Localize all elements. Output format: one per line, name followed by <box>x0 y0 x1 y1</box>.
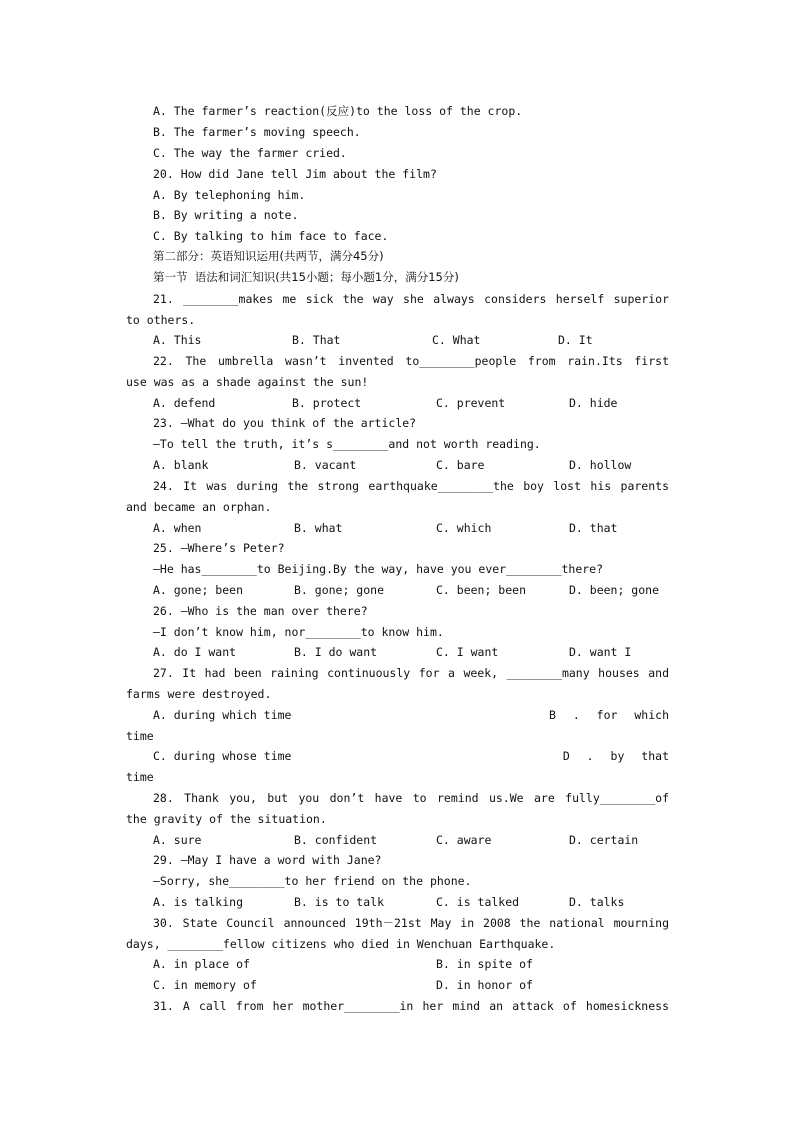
q25-option-b: B. gone; gone <box>294 583 385 597</box>
q28-option-c: C. aware <box>436 833 492 847</box>
q19-option-a: A. The farmer’s reaction(反应)to the loss of the crop. <box>153 104 523 118</box>
q26-options <box>153 642 669 662</box>
q22-option-a: A. defend <box>153 396 216 410</box>
part2-heading: 第二部分：英语知识运用(共两节，满分45分) <box>153 249 384 263</box>
q30-option-b: B. in spite of <box>436 957 533 971</box>
q26-option-c: C. I want <box>436 645 499 659</box>
q21-option-a: A. This <box>153 333 202 347</box>
q24-option-c: C. which <box>436 521 492 535</box>
q25-option-d: D. been; gone <box>569 583 660 597</box>
q27-option-d: D . by that <box>562 749 669 763</box>
q22-options <box>153 393 669 413</box>
q26-stem-line2: —I don’t know him, nor________to know him. <box>153 625 444 639</box>
q30-options-row1 <box>153 954 669 974</box>
q30-stem-line1: 30. State Council announced 19th－21st May in 2008 the national mourning <box>153 916 669 930</box>
q22-stem-line1: 22. The umbrella wasn’t invented to________people from rain.Its first <box>153 354 669 368</box>
q25-options <box>153 580 669 600</box>
q25-stem-line2: —He has________to Beijing.By the way, have you ever________there? <box>153 562 604 576</box>
q21-stem-line2: to others. <box>126 313 196 327</box>
q23-option-c: C. bare <box>436 458 485 472</box>
q27-option-a: A. during which time <box>153 708 292 722</box>
q27-option-d-wrap: time <box>126 770 154 784</box>
q19-option-c: C. The way the farmer cried. <box>153 146 347 160</box>
q23-options <box>153 455 669 475</box>
q24-option-a: A. when <box>153 521 202 535</box>
q23-option-d: D. hollow <box>569 458 632 472</box>
q20-option-c: C. By talking to him face to face. <box>153 229 389 243</box>
q22-option-d: D. hide <box>569 396 618 410</box>
q30-option-c: C. in memory of <box>153 978 257 992</box>
q26-option-d: D. want I <box>569 645 632 659</box>
q30-options-row2 <box>153 975 669 995</box>
q24-option-d: D. that <box>569 521 618 535</box>
q30-option-a: A. in place of <box>153 957 250 971</box>
q27-stem-line1: 27. It had been raining continuously for a week, ________many houses and <box>153 666 669 680</box>
q25-option-c: C. been; been <box>436 583 527 597</box>
q27-option-c: C. during whose time <box>153 749 292 763</box>
q28-option-b: B. confident <box>294 833 378 847</box>
q27-option-b: B . for which <box>548 708 669 722</box>
q27-stem-line2: farms were destroyed. <box>126 687 272 701</box>
q24-stem-line2: and became an orphan. <box>126 500 272 514</box>
q21-option-d: D. It <box>558 333 593 347</box>
q28-option-a: A. sure <box>153 833 202 847</box>
q22-stem-line2: use was as a shade against the sun! <box>126 375 369 389</box>
q20-stem: 20. How did Jane tell Jim about the film? <box>153 167 437 181</box>
q21-option-b: B. That <box>292 333 341 347</box>
q26-stem-line1: 26. —Who is the man over there? <box>153 604 368 618</box>
q30-stem-line2: days, ________fellow citizens who died in Wenchuan Earthquake. <box>126 937 556 951</box>
q28-options <box>153 830 669 850</box>
q23-option-b: B. vacant <box>294 458 357 472</box>
q29-stem-line2: —Sorry, she________to her friend on the phone. <box>153 874 472 888</box>
q28-option-d: D. certain <box>569 833 639 847</box>
q20-option-b: B. By writing a note. <box>153 208 299 222</box>
q28-stem-line1: 28. Thank you, but you don’t have to remind us.We are fully________of <box>153 791 669 805</box>
q24-option-b: B. what <box>294 521 343 535</box>
q21-option-c: C. What <box>432 333 481 347</box>
q20-option-a: A. By telephoning him. <box>153 188 306 202</box>
q21-stem-line1: 21. ________makes me sick the way she always considers herself superior <box>153 292 669 306</box>
q27-options-row2 <box>126 746 669 766</box>
q27-option-b-wrap: time <box>126 729 154 743</box>
q24-stem-line1: 24. It was during the strong earthquake________the boy lost his parents <box>153 479 669 493</box>
q23-stem-line2: —To tell the truth, it’s s________and not worth reading. <box>153 437 541 451</box>
q21-options <box>153 330 669 350</box>
q29-option-d: D. talks <box>569 895 625 909</box>
q26-option-b: B. I do want <box>294 645 378 659</box>
q29-option-a: A. is talking <box>153 895 244 909</box>
q23-stem-line1: 23. —What do you think of the article? <box>153 416 417 430</box>
q27-options-row1 <box>126 705 669 725</box>
q26-option-a: A. do I want <box>153 645 237 659</box>
q19-option-b: B. The farmer’s moving speech. <box>153 125 361 139</box>
q23-option-a: A. blank <box>153 458 209 472</box>
q31-stem-line1: 31. A call from her mother________in her mind an attack of homesickness <box>153 999 669 1013</box>
q22-option-c: C. prevent <box>436 396 506 410</box>
q25-option-a: A. gone; been <box>153 583 244 597</box>
q28-stem-line2: the gravity of the situation. <box>126 812 327 826</box>
q29-option-c: C. is talked <box>436 895 520 909</box>
q22-option-b: B. protect <box>292 396 362 410</box>
q29-options <box>153 892 669 912</box>
q24-options <box>153 518 669 538</box>
q29-option-b: B. is to talk <box>294 895 385 909</box>
q30-option-d: D. in honor of <box>436 978 533 992</box>
q25-stem-line1: 25. —Where’s Peter? <box>153 541 285 555</box>
section1-heading: 第一节 语法和词汇知识(共15小题；每小题1分，满分15分) <box>153 270 459 284</box>
q29-stem-line1: 29. —May I have a word with Jane? <box>153 853 382 867</box>
